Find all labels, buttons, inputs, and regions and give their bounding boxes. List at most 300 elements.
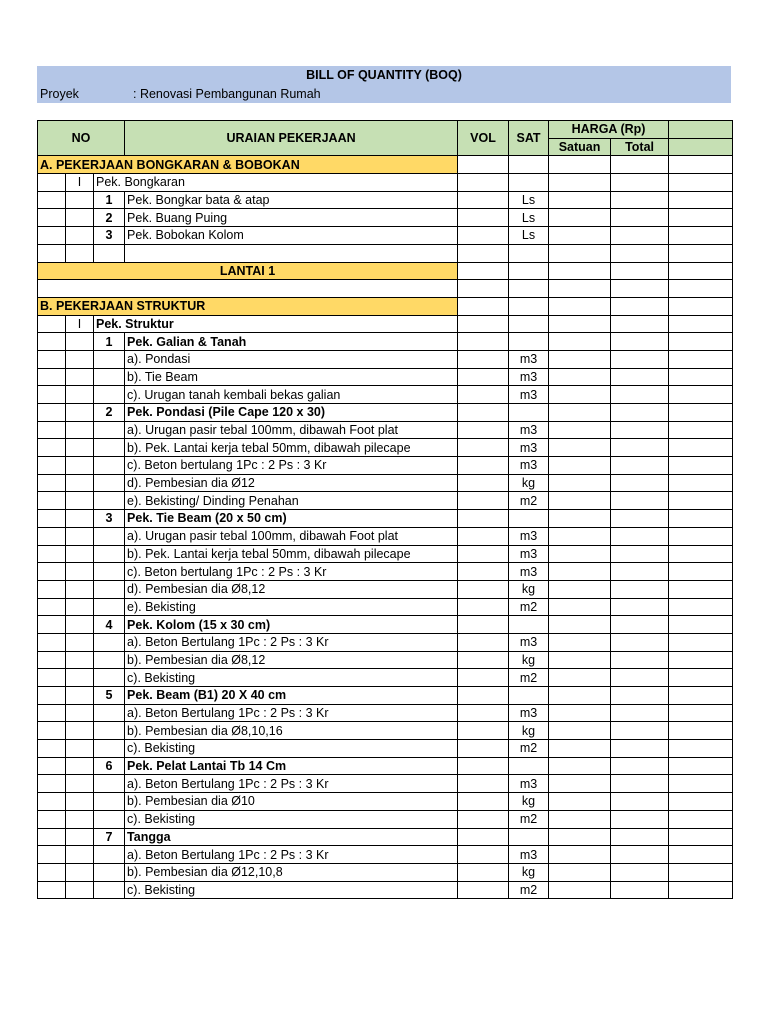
vol-cell (458, 492, 509, 510)
sat-cell: m3 (509, 563, 549, 581)
roman-cell (66, 740, 94, 758)
vol-cell (458, 704, 509, 722)
item-description: Pek. Buang Puing (125, 209, 458, 227)
sub-item-description: c). Bekisting (125, 740, 458, 758)
sub-item-description: e). Bekisting/ Dinding Penahan (125, 492, 458, 510)
vol-cell (458, 421, 509, 439)
item-number-cell (94, 350, 125, 368)
sub-item-row (38, 368, 733, 386)
section-row (38, 156, 733, 174)
roman-cell (66, 810, 94, 828)
sat-cell (509, 687, 549, 705)
harga-total-cell (611, 227, 669, 245)
sat-cell: m3 (509, 545, 549, 563)
extra-cell (669, 474, 733, 492)
harga-satuan-cell (549, 262, 611, 280)
no-cell (38, 669, 66, 687)
sub-item-row (38, 492, 733, 510)
harga-total-cell (611, 262, 669, 280)
col-header-sat: SAT (509, 121, 549, 156)
sat-cell: Ls (509, 209, 549, 227)
harga-satuan-cell (549, 315, 611, 333)
roman-cell (66, 457, 94, 475)
harga-total-cell (611, 846, 669, 864)
sat-cell (509, 315, 549, 333)
harga-total-cell (611, 386, 669, 404)
no-cell (38, 810, 66, 828)
vol-cell (458, 580, 509, 598)
sub-item-description: a). Pondasi (125, 350, 458, 368)
project-name: : Renovasi Pembangunan Rumah (133, 87, 321, 101)
roman-cell (66, 881, 94, 899)
item-number: 1 (94, 333, 125, 351)
item-number: 4 (94, 616, 125, 634)
sub-item-row (38, 775, 733, 793)
harga-satuan-cell (549, 368, 611, 386)
sat-cell (509, 244, 549, 262)
item-number-cell (94, 881, 125, 899)
vol-cell (458, 810, 509, 828)
vol-cell (458, 474, 509, 492)
harga-total-cell (611, 439, 669, 457)
sat-cell: kg (509, 474, 549, 492)
sub-item-description: a). Beton Bertulang 1Pc : 2 Ps : 3 Kr (125, 846, 458, 864)
vol-cell (458, 209, 509, 227)
sub-item-description: d). Pembesian dia Ø8,12 (125, 580, 458, 598)
roman-cell (66, 846, 94, 864)
roman-cell (66, 510, 94, 528)
harga-satuan-cell (549, 687, 611, 705)
sub-item-row (38, 527, 733, 545)
harga-satuan-cell (549, 510, 611, 528)
no-cell (38, 651, 66, 669)
sub-item-description: b). Pembesian dia Ø8,10,16 (125, 722, 458, 740)
vol-cell (458, 191, 509, 209)
harga-satuan-cell (549, 280, 611, 298)
harga-total-cell (611, 297, 669, 315)
boq-title-banner (37, 66, 731, 103)
roman-cell (66, 598, 94, 616)
sub-item-row (38, 439, 733, 457)
harga-satuan-cell (549, 828, 611, 846)
item-number: 1 (94, 191, 125, 209)
sub-item-row (38, 881, 733, 899)
roman-cell (66, 368, 94, 386)
harga-total-cell (611, 863, 669, 881)
item-description: Pek. Beam (B1) 20 X 40 cm (125, 687, 458, 705)
sat-cell: m2 (509, 669, 549, 687)
extra-cell (669, 244, 733, 262)
harga-total-cell (611, 350, 669, 368)
harga-total-cell (611, 651, 669, 669)
sat-cell: m3 (509, 846, 549, 864)
roman-cell (66, 633, 94, 651)
extra-cell (669, 209, 733, 227)
item-number-cell (94, 492, 125, 510)
item-row (38, 687, 733, 705)
extra-cell (669, 457, 733, 475)
harga-total-cell (611, 492, 669, 510)
harga-total-cell (611, 333, 669, 351)
vol-cell (458, 740, 509, 758)
item-number-cell (94, 580, 125, 598)
harga-total-cell (611, 740, 669, 758)
extra-cell (669, 510, 733, 528)
section-row (38, 297, 733, 315)
sub-item-description: c). Urugan tanah kembali bekas galian (125, 386, 458, 404)
vol-cell (458, 687, 509, 705)
roman-cell (66, 545, 94, 563)
roman-cell (66, 563, 94, 581)
item-number: 3 (94, 227, 125, 245)
extra-cell (669, 350, 733, 368)
harga-satuan-cell (549, 810, 611, 828)
no-cell (38, 457, 66, 475)
harga-satuan-cell (549, 492, 611, 510)
sub-item-description: c). Bekisting (125, 810, 458, 828)
extra-cell (669, 881, 733, 899)
item-number-cell (94, 474, 125, 492)
roman-cell (66, 244, 94, 262)
sub-item-row (38, 722, 733, 740)
sub-item-row (38, 633, 733, 651)
sub-item-row (38, 863, 733, 881)
extra-cell (669, 598, 733, 616)
sat-cell: kg (509, 793, 549, 811)
sub-item-row (38, 598, 733, 616)
sat-cell (509, 616, 549, 634)
sub-item-row (38, 421, 733, 439)
item-number-cell (94, 740, 125, 758)
harga-total-cell (611, 722, 669, 740)
roman-cell (66, 793, 94, 811)
vol-cell (458, 669, 509, 687)
no-cell (38, 863, 66, 881)
harga-total-cell (611, 404, 669, 422)
vol-cell (458, 633, 509, 651)
harga-total-cell (611, 563, 669, 581)
sat-cell: m3 (509, 368, 549, 386)
harga-satuan-cell (549, 527, 611, 545)
harga-satuan-cell (549, 350, 611, 368)
vol-cell (458, 616, 509, 634)
no-cell (38, 421, 66, 439)
sat-cell: Ls (509, 191, 549, 209)
boq-table (37, 120, 733, 899)
col-header-harga: HARGA (Rp) (549, 121, 669, 139)
item-number: 5 (94, 687, 125, 705)
item-description: Pek. Tie Beam (20 x 50 cm) (125, 510, 458, 528)
sat-cell (509, 280, 549, 298)
no-cell (38, 828, 66, 846)
item-number-cell (94, 527, 125, 545)
description-cell (125, 244, 458, 262)
item-number-cell (94, 421, 125, 439)
no-cell (38, 722, 66, 740)
sat-cell: m3 (509, 421, 549, 439)
extra-cell (669, 863, 733, 881)
item-number: 7 (94, 828, 125, 846)
item-row (38, 227, 733, 245)
sat-cell: Ls (509, 227, 549, 245)
sub-item-description: b). Pembesian dia Ø8,12 (125, 651, 458, 669)
col-header-uraian: URAIAN PEKERJAAN (125, 121, 458, 156)
extra-cell (669, 297, 733, 315)
harga-satuan-cell (549, 757, 611, 775)
roman-cell (66, 616, 94, 634)
vol-cell (458, 757, 509, 775)
col-header-total: Total (611, 138, 669, 156)
section-row (38, 262, 733, 280)
item-row (38, 616, 733, 634)
harga-satuan-cell (549, 722, 611, 740)
sub-item-row (38, 563, 733, 581)
harga-total-cell (611, 810, 669, 828)
item-number-cell (94, 669, 125, 687)
harga-satuan-cell (549, 474, 611, 492)
item-number-cell (94, 722, 125, 740)
roman-cell (66, 863, 94, 881)
harga-total-cell (611, 174, 669, 192)
vol-cell (458, 828, 509, 846)
no-cell (38, 191, 66, 209)
no-cell (38, 386, 66, 404)
roman-cell (66, 333, 94, 351)
extra-cell (669, 740, 733, 758)
sat-cell: m3 (509, 350, 549, 368)
harga-satuan-cell (549, 775, 611, 793)
item-number-cell (94, 846, 125, 864)
document-title: BILL OF QUANTITY (BOQ) (306, 68, 462, 82)
harga-total-cell (611, 474, 669, 492)
section-title: B. PEKERJAAN STRUKTUR (38, 297, 458, 315)
no-cell (38, 244, 66, 262)
harga-total-cell (611, 421, 669, 439)
vol-cell (458, 863, 509, 881)
item-row (38, 828, 733, 846)
harga-satuan-cell (549, 881, 611, 899)
no-cell (38, 563, 66, 581)
vol-cell (458, 174, 509, 192)
blank-row (38, 244, 733, 262)
item-number: 3 (94, 510, 125, 528)
boq-body (38, 156, 733, 899)
sat-cell: m3 (509, 386, 549, 404)
roman-cell (66, 828, 94, 846)
sub-item-description: e). Bekisting (125, 598, 458, 616)
sat-cell: m3 (509, 775, 549, 793)
sat-cell: m3 (509, 457, 549, 475)
item-number-cell (94, 386, 125, 404)
harga-satuan-cell (549, 740, 611, 758)
harga-total-cell (611, 793, 669, 811)
vol-cell (458, 244, 509, 262)
vol-cell (458, 846, 509, 864)
no-cell (38, 687, 66, 705)
harga-total-cell (611, 704, 669, 722)
col-header-no: NO (38, 121, 125, 156)
sub-item-row (38, 386, 733, 404)
no-cell (38, 174, 66, 192)
no-cell (38, 545, 66, 563)
harga-total-cell (611, 669, 669, 687)
sub-item-description: c). Bekisting (125, 881, 458, 899)
sat-cell (509, 757, 549, 775)
sub-item-description: b). Pek. Lantai kerja tebal 50mm, dibawah pilecape (125, 545, 458, 563)
sub-item-row (38, 704, 733, 722)
vol-cell (458, 297, 509, 315)
extra-cell (669, 757, 733, 775)
sat-cell (509, 262, 549, 280)
harga-satuan-cell (549, 651, 611, 669)
extra-cell (669, 775, 733, 793)
vol-cell (458, 156, 509, 174)
harga-satuan-cell (549, 386, 611, 404)
harga-total-cell (611, 633, 669, 651)
item-number-cell (94, 704, 125, 722)
sat-cell: m3 (509, 527, 549, 545)
sub-item-row (38, 651, 733, 669)
extra-cell (669, 492, 733, 510)
harga-total-cell (611, 156, 669, 174)
no-cell (38, 633, 66, 651)
roman-cell (66, 350, 94, 368)
extra-cell (669, 846, 733, 864)
extra-cell (669, 156, 733, 174)
vol-cell (458, 545, 509, 563)
roman-cell (66, 209, 94, 227)
no-cell (38, 333, 66, 351)
sub-item-description: b). Pembesian dia Ø12,10,8 (125, 863, 458, 881)
col-header-satuan: Satuan (549, 138, 611, 156)
harga-total-cell (611, 598, 669, 616)
sat-cell: m2 (509, 810, 549, 828)
harga-total-cell (611, 191, 669, 209)
roman-cell (66, 704, 94, 722)
extra-cell (669, 669, 733, 687)
item-row (38, 333, 733, 351)
no-cell (38, 616, 66, 634)
no-cell (38, 368, 66, 386)
vol-cell (458, 651, 509, 669)
no-cell (38, 704, 66, 722)
sat-cell: m3 (509, 633, 549, 651)
harga-total-cell (611, 775, 669, 793)
extra-cell (669, 262, 733, 280)
sub-item-row (38, 457, 733, 475)
item-number-cell (94, 439, 125, 457)
sub-item-description: a). Urugan pasir tebal 100mm, dibawah Foot plat (125, 527, 458, 545)
item-description: Pek. Pondasi (Pile Cape 120 x 30) (125, 404, 458, 422)
sub-item-description: c). Beton bertulang 1Pc : 2 Ps : 3 Kr (125, 563, 458, 581)
extra-cell (669, 280, 733, 298)
roman-cell (66, 580, 94, 598)
harga-satuan-cell (549, 404, 611, 422)
harga-satuan-cell (549, 563, 611, 581)
roman-cell (66, 492, 94, 510)
harga-satuan-cell (549, 846, 611, 864)
vol-cell (458, 510, 509, 528)
sub-item-row (38, 580, 733, 598)
item-number-cell (94, 633, 125, 651)
roman-cell (66, 404, 94, 422)
harga-total-cell (611, 457, 669, 475)
group-title: Pek. Struktur (94, 315, 458, 333)
no-cell (38, 350, 66, 368)
sub-item-description: a). Urugan pasir tebal 100mm, dibawah Foot plat (125, 421, 458, 439)
roman-number: I (66, 315, 94, 333)
extra-cell (669, 580, 733, 598)
item-description: Pek. Bobokan Kolom (125, 227, 458, 245)
no-cell (38, 227, 66, 245)
extra-cell (669, 439, 733, 457)
no-cell (38, 580, 66, 598)
vol-cell (458, 315, 509, 333)
item-number-cell (94, 793, 125, 811)
item-number: 2 (94, 209, 125, 227)
harga-total-cell (611, 580, 669, 598)
item-description: Pek. Galian & Tanah (125, 333, 458, 351)
item-row (38, 510, 733, 528)
item-row (38, 404, 733, 422)
extra-cell (669, 722, 733, 740)
sub-item-row (38, 669, 733, 687)
sub-item-description: b). Pek. Lantai kerja tebal 50mm, dibawah pilecape (125, 439, 458, 457)
vol-cell (458, 527, 509, 545)
sub-item-description: c). Bekisting (125, 669, 458, 687)
extra-cell (669, 404, 733, 422)
harga-satuan-cell (549, 669, 611, 687)
no-cell (38, 846, 66, 864)
item-number-cell (94, 244, 125, 262)
roman-cell (66, 386, 94, 404)
roman-cell (66, 651, 94, 669)
harga-total-cell (611, 757, 669, 775)
sat-cell (509, 297, 549, 315)
blank-row (38, 280, 733, 298)
vol-cell (458, 280, 509, 298)
extra-cell (669, 651, 733, 669)
sat-cell: m2 (509, 492, 549, 510)
no-cell (38, 757, 66, 775)
harga-satuan-cell (549, 704, 611, 722)
col-header-extra-2 (669, 138, 733, 156)
item-description: Pek. Bongkar bata & atap (125, 191, 458, 209)
no-cell (38, 527, 66, 545)
extra-cell (669, 687, 733, 705)
roman-cell (66, 439, 94, 457)
sub-item-row (38, 545, 733, 563)
col-header-vol: VOL (458, 121, 509, 156)
roman-cell (66, 191, 94, 209)
extra-cell (669, 174, 733, 192)
sub-item-row (38, 810, 733, 828)
no-cell (38, 439, 66, 457)
item-number-cell (94, 810, 125, 828)
sat-cell: m2 (509, 881, 549, 899)
sat-cell (509, 828, 549, 846)
harga-satuan-cell (549, 793, 611, 811)
roman-cell (66, 527, 94, 545)
description-cell (38, 280, 458, 298)
harga-total-cell (611, 527, 669, 545)
harga-satuan-cell (549, 209, 611, 227)
roman-cell (66, 421, 94, 439)
sub-item-description: a). Beton Bertulang 1Pc : 2 Ps : 3 Kr (125, 704, 458, 722)
harga-satuan-cell (549, 174, 611, 192)
vol-cell (458, 881, 509, 899)
harga-satuan-cell (549, 421, 611, 439)
